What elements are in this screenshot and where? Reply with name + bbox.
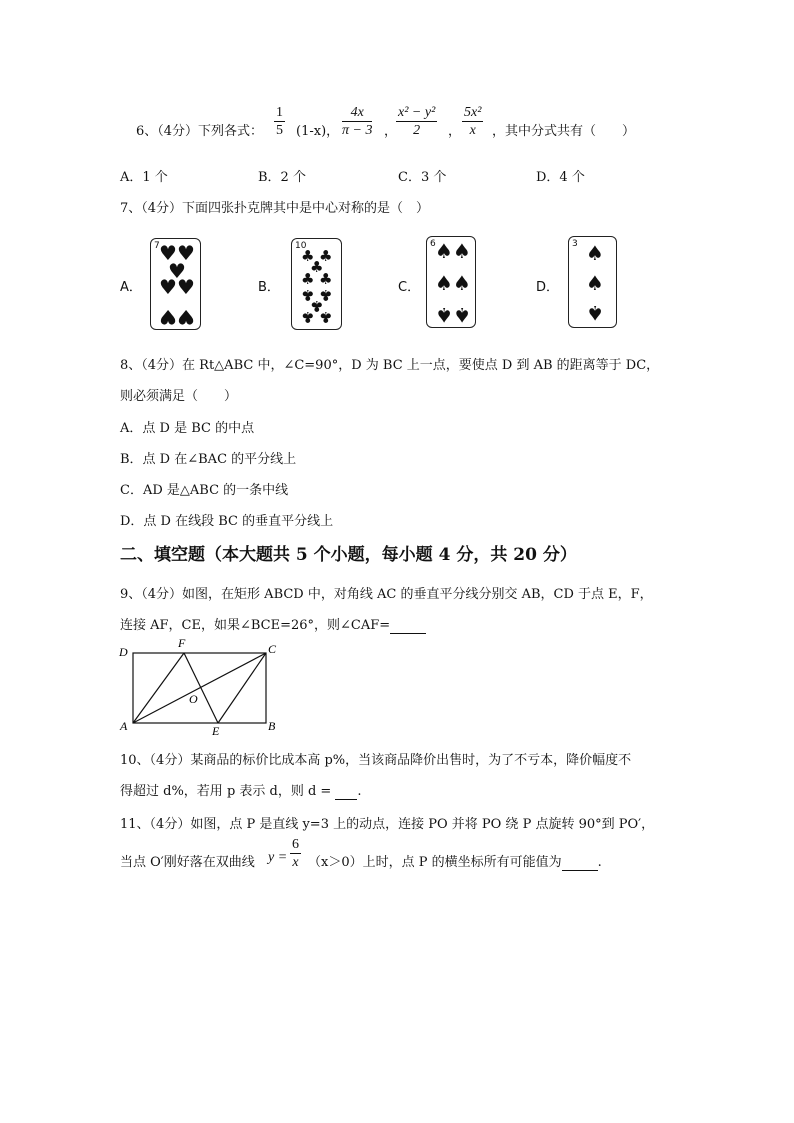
club-icon: ♣ [301, 308, 315, 326]
card-b-rank: 10 [295, 241, 307, 251]
q11-line-1: 11、（4分）如图，点 P 是直线 y=3 上的动点，连接 PO 并将 PO 绕 P 点旋转 90°到 PO′， [120, 817, 655, 832]
q6-f3-num: x² − y² [398, 105, 436, 120]
label-o: O [189, 692, 198, 706]
q11-line-2a: 当点 O′刚好落在双曲线 [120, 855, 255, 870]
card-d-rank: 3 [572, 239, 578, 249]
q8-option-c: C．AD 是△ABC 的一条中线 [120, 483, 289, 498]
label-f: F [178, 638, 186, 650]
diagonal-ac [133, 653, 266, 723]
q11-frac-num: 6 [292, 837, 299, 852]
heart-icon: ♥ [177, 305, 195, 329]
q11-line-2-end: . [597, 855, 602, 870]
heart-icon: ♥ [177, 275, 195, 299]
q6-f3-den: 2 [413, 123, 421, 138]
q11-fraction [290, 836, 301, 871]
q9-line-1: 9、（4分）如图，在矩形 ABCD 中，对角线 AC 的垂直平分线分别交 AB，CD 于点 E，F， [120, 587, 653, 602]
answer-blank[interactable] [562, 855, 598, 871]
q6-fraction-3 [396, 104, 437, 139]
q6-f1-den: 5 [276, 123, 283, 138]
heart-icon: ♥ [177, 241, 195, 265]
spade-icon: ♠ [586, 271, 604, 295]
heart-icon: ♥ [159, 241, 177, 265]
label-b: B [268, 719, 276, 733]
q6-fraction-2 [342, 104, 372, 139]
club-icon: ♣ [319, 270, 333, 288]
q6-lead: 6、（4分）下列各式： [136, 124, 264, 139]
q8-option-d: D．点 D 在线段 BC 的垂直平分线上 [120, 514, 334, 529]
q6-f4-den: x [469, 123, 476, 138]
q6-option-a: A．1 个 [120, 170, 168, 185]
q7-label-c: C． [398, 280, 421, 295]
q6-f1-num: 1 [276, 105, 283, 120]
club-icon: ♣ [310, 258, 324, 276]
club-icon: ♣ [319, 247, 333, 265]
q6-fraction-4 [462, 104, 483, 139]
card-a-rank: 7 [154, 241, 160, 251]
spade-icon: ♠ [453, 239, 471, 263]
q6-tail: ，其中分式共有（ ） [492, 124, 636, 139]
spade-icon: ♠ [453, 271, 471, 295]
q9-line-2-text: 连接 AF，CE，如果∠BCE=26°，则∠CAF= [120, 618, 391, 633]
segment-af [133, 653, 184, 723]
playing-card-c [426, 236, 476, 328]
q8-option-b: B．点 D 在∠BAC 的平分线上 [120, 452, 297, 467]
club-icon: ♣ [310, 297, 324, 315]
playing-card-a [150, 238, 201, 330]
q10-line-1: 10、（4分）某商品的标价比成本高 p%，当该商品降价出售时，为了不亏本，降价幅度不 [120, 753, 632, 768]
club-icon: ♣ [319, 308, 333, 326]
q7-label-d: D． [536, 280, 560, 295]
q7-label-a: A． [120, 280, 142, 295]
label-a: A [120, 719, 128, 733]
playing-card-b [291, 238, 342, 330]
label-e: E [212, 724, 220, 736]
rectangle-figure [116, 638, 286, 736]
heart-icon: ♥ [168, 259, 186, 283]
q11-y-eq: y = [268, 850, 288, 865]
q11-line-2b [308, 851, 602, 871]
segment-ce [218, 653, 266, 723]
spade-icon: ♠ [435, 303, 453, 327]
answer-blank[interactable] [335, 784, 357, 800]
q8-line-1: 8、（4分）在 Rt△ABC 中，∠C=90°，D 为 BC 上一点，要使点 D 到 AB 的距离等于 DC， [120, 358, 660, 373]
q6-option-c: C．3 个 [398, 170, 447, 185]
club-icon: ♣ [301, 286, 315, 304]
q6-sep-1: ， [384, 124, 398, 139]
card-c-rank: 6 [430, 239, 436, 249]
q10-line-2-end: . [357, 784, 362, 799]
q10-line-2-text: 得超过 d%，若用 p 表示 d，则 d = [120, 784, 332, 799]
answer-blank[interactable] [390, 618, 426, 634]
q6-sep-2: ， [448, 124, 462, 139]
club-icon: ♣ [319, 286, 333, 304]
q11-frac-den: x [292, 855, 299, 870]
q6-f2-num: 4x [342, 104, 372, 122]
label-c: C [268, 642, 277, 656]
label-d: D [119, 645, 128, 659]
spade-icon: ♠ [453, 303, 471, 327]
section-title: 二、填空题（本大题共 5 个小题，每小题 4 分，共 20 分） [120, 545, 577, 565]
q6-fraction-1 [274, 104, 285, 139]
spade-icon: ♠ [435, 271, 453, 295]
q7-stem: 7、（4分）下面四张扑克牌其中是中心对称的是（ ） [120, 201, 430, 216]
q6-option-b: B．2 个 [258, 170, 306, 185]
spade-icon: ♠ [586, 241, 604, 265]
q8-option-a: A．点 D 是 BC 的中点 [120, 421, 255, 436]
q6-f1-tail: (1-x)， [296, 124, 340, 139]
heart-icon: ♥ [159, 275, 177, 299]
q6-option-d: D．4 个 [536, 170, 585, 185]
q6-f2-den: π − 3 [342, 123, 373, 138]
q6-f4-num: 5x² [464, 105, 482, 120]
segment-fe [184, 653, 218, 723]
playing-card-d [568, 236, 617, 328]
q7-label-b: B． [258, 280, 280, 295]
heart-icon: ♥ [159, 305, 177, 329]
spade-icon: ♠ [435, 239, 453, 263]
q9-line-2 [120, 614, 426, 634]
q10-line-2 [120, 780, 361, 800]
q11-line-2b-text: （x＞0）上时，点 P 的横坐标所有可能值为 [308, 855, 562, 870]
club-icon: ♣ [301, 247, 315, 265]
q8-line-2: 则必须满足（ ） [120, 389, 238, 404]
club-icon: ♣ [301, 270, 315, 288]
spade-icon: ♠ [586, 301, 604, 325]
